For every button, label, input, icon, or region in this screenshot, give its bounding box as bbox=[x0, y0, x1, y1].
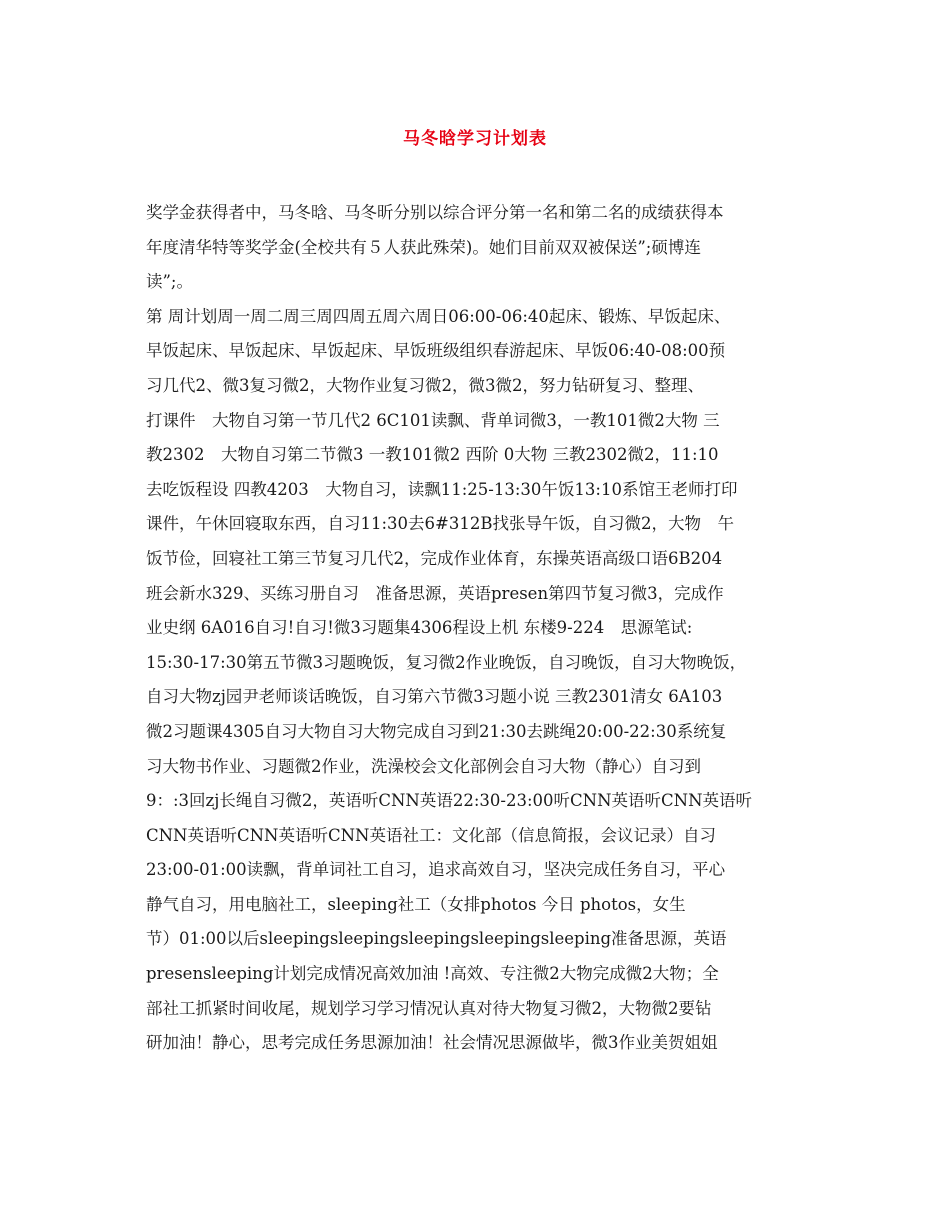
text-line: presensleeping计划完成情况高效加油 !高效、专注微2大物完成微2大物；全 bbox=[146, 964, 719, 984]
text-line: 奖学金获得者中，马冬晗、马冬昕分别以综合评分第一名和第二名的成绩获得本 bbox=[146, 203, 724, 222]
text-line: 自习大物zj园尹老师谈话晚饭，自习第六节微3习题小说 三教2301清女 6A103 bbox=[146, 687, 723, 707]
text-line: CNN英语听CNN英语听CNN英语社工：文化部（信息简报，会议记录）自习 bbox=[146, 825, 716, 845]
text-line: 静气自习，用电脑社工，sleeping社工（女排photos 今日 photos，女生 bbox=[146, 894, 686, 914]
text-line: 习大物书作业、习题微2作业，洗澡校会文化部例会自习大物（静心）自习到 bbox=[146, 756, 701, 776]
text-line: 23:00-01:00读飘，背单词社工自习，追求高效自习，坚决完成任务自习，平心 bbox=[146, 860, 726, 880]
text-line: 年度清华特等奖学金(全校共有５人获此殊荣)。她们目前双双被保送”;硕博连 bbox=[146, 237, 701, 257]
text-line: 班会新水329、买练习册自习 准备思源，英语presen第四节复习微3，完成作 bbox=[146, 583, 724, 603]
text-line: 打课件 大物自习第一节几代2 6C101读飘、背单词微3，一教101微2大物 三 bbox=[146, 410, 720, 430]
text-line: 15:30-17:30第五节微3习题晚饭，复习微2作业晚饭，自习晚饭，自习大物晚饭， bbox=[146, 652, 747, 672]
text-line: 节）01:00以后sleepingsleepingsleepingsleepingsleeping准备思源，英语 bbox=[146, 929, 727, 949]
text-line: 微2习题课4305自习大物自习大物完成自习到21:30去跳绳20:00-22:30系统复 bbox=[146, 721, 727, 741]
body-text bbox=[146, 196, 836, 1061]
text-line: 业史纲 6A016自习!自习!微3习题集4306程设上机 东楼9-224 思源笔试: bbox=[146, 618, 693, 638]
text-line: 教2302 大物自习第二节微3 一教101微2 西阶 0大物 三教2302微2，11:10 bbox=[146, 445, 719, 465]
text-line: 饭节俭，回寝社工第三节复习几代2，完成作业体育，东操英语高级口语6B204 bbox=[146, 548, 723, 568]
text-line: 课件，午休回寝取东西，自习11:30去6#312B找张导午饭，自习微2，大物 午 bbox=[146, 514, 734, 534]
text-line: 部社工抓紧时间收尾，规划学习学习情况认真对待大物复习微2，大物微2要钻 bbox=[146, 998, 712, 1018]
text-line: 第 周计划周一周二周三周四周五周六周日06:00-06:40起床、锻炼、早饭起床、 bbox=[146, 306, 731, 326]
text-line: 读”;。 bbox=[146, 272, 193, 292]
text-line: 习几代2、微3复习微2，大物作业复习微2，微3微2，努力钻研复习、整理、 bbox=[146, 375, 704, 395]
text-line: 早饭起床、早饭起床、早饭起床、早饭班级组织春游起床、早饭06:40-08:00预 bbox=[146, 341, 726, 361]
text-line: 去吃饭程设 四教4203 大物自习，读飘11:25-13:30午饭13:10系馆王老师打印 bbox=[146, 479, 738, 499]
text-line: 9：:3回zj长绳自习微2，英语听CNN英语22:30-23:00听CNN英语听CNN英语听 bbox=[146, 791, 753, 811]
page-title: 马冬晗学习计划表 bbox=[403, 129, 547, 149]
text-line: 研加油！静心，思考完成任务思源加油！社会情况思源做毕，微3作业美贺姐姐 bbox=[146, 1033, 718, 1053]
